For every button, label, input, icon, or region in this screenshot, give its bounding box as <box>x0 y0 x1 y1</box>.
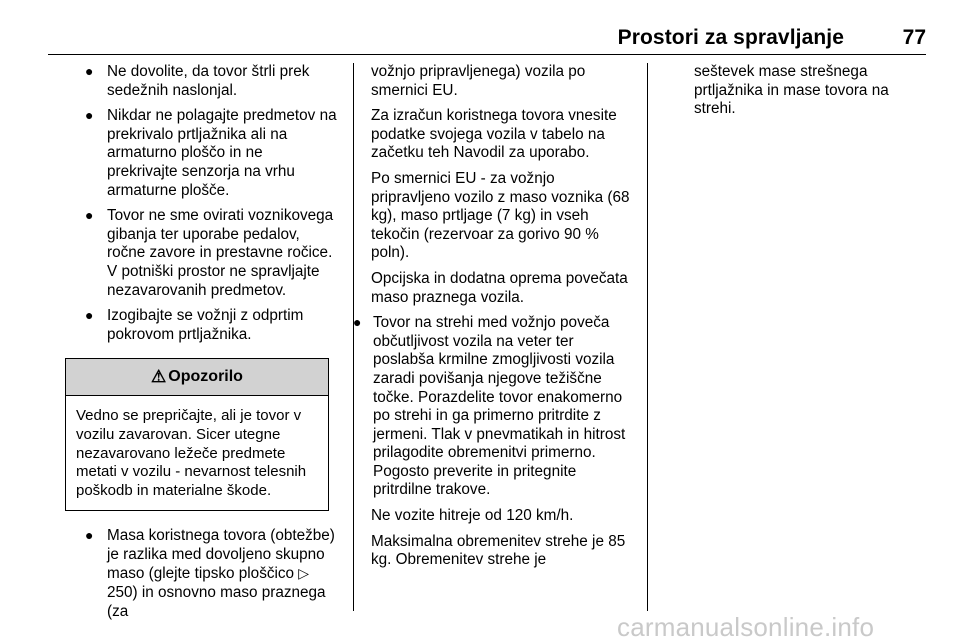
list-item-text: Ne dovolite, da tovor štrli prek sedežnih naslonjal. <box>107 63 310 99</box>
warning-header <box>66 359 328 396</box>
column-divider <box>647 63 648 611</box>
list-item-text: Tovor na strehi med vožnjo poveča občutljivost vozila na veter ter poslabša krmilne zmogljivosti vozila zaradi povišanja njegove težiščne točke. Porazdelite tovor enakomerno po strehi in ga primerno pritrdite z jermeni. Tlak v pnevmatikah in hitrost prilagodite obremenitvi primerno. Pogosto preverite in pritegnite pritrdilne trakove. <box>373 314 626 499</box>
list-item <box>75 107 337 200</box>
paragraph: seštevek mase strešnega prtljažnika in mase tovora na strehi. <box>694 63 889 118</box>
warning-text: Vedno se prepričajte, ali je tovor v vozilu zavarovan. Sicer utegne nezavarovano ležeče predmete metati v vozilu - nevarnost telesnih poškodb in materialne škode. <box>76 407 307 499</box>
bullet-icon: ● <box>85 527 94 544</box>
list-item <box>75 527 337 621</box>
watermark: carmanualsonline.info <box>617 612 875 642</box>
paragraph: Za izračun koristnega tovora vnesite podatke svojega vozila v tabelo na začetku teh Navodil za uporabo. <box>371 107 617 162</box>
paragraph: Opcijska in dodatna oprema povečata maso praznega vozila. <box>371 269 628 306</box>
column-3 <box>678 63 918 126</box>
page-title: Prostori za spravljanje <box>617 26 844 49</box>
list-item-text: Tovor ne sme ovirati voznikovega gibanja ter uporabe pedalov, ročne zavore in prestavne ročice. V potniški prostor ne spravljajte nezavarovanih predmetov. <box>107 207 334 299</box>
list-item <box>75 307 337 344</box>
list-item <box>345 314 635 500</box>
bullet-icon: ● <box>85 107 94 124</box>
warning-title: Opozorilo <box>168 368 243 386</box>
list-item-text: Izogibajte se vožnji z odprtim pokrovom prtljažnika. <box>107 307 304 343</box>
page-header <box>48 26 926 55</box>
list-item-text: Nikdar ne polagajte predmetov na prekrivalo prtljažnika ali na armaturno ploščo in ne prekrivajte senzorja na vrhu armaturne plošče. <box>107 107 337 199</box>
warning-triangle-icon: ⚠ <box>151 367 167 387</box>
bullet-icon: ● <box>85 207 94 224</box>
bullet-icon: ● <box>353 314 362 331</box>
list-item <box>75 63 337 100</box>
page-number: 77 <box>902 26 926 49</box>
paragraph: vožnjo pripravljenega) vozila po smernici EU. <box>371 63 586 99</box>
page-reference-icon: ▷ <box>298 565 310 582</box>
bullet-icon: ● <box>85 307 94 324</box>
paragraph: Maksimalna obremenitev strehe je 85 kg. Obremenitev strehe je <box>371 532 626 569</box>
bullet-icon: ● <box>85 63 94 79</box>
list-item-text: Masa koristnega tovora (obtežbe) je razlika med dovoljeno skupno maso (glejte tipsko ploščico ▷ 250) in osnovno maso praznega (za <box>107 527 335 620</box>
paragraph: Po smernici EU - za vožnjo pripravljeno vozilo z maso voznika (68 kg), maso prtljage (7 kg) in vseh tekočin (rezervoar za gorivo 90 % poln). <box>371 169 630 262</box>
warning-box <box>65 358 329 511</box>
column-1 <box>75 63 337 628</box>
paragraph: Ne vozite hitreje od 120 km/h. <box>371 507 574 525</box>
column-2 <box>353 63 635 577</box>
list-item <box>75 207 337 300</box>
